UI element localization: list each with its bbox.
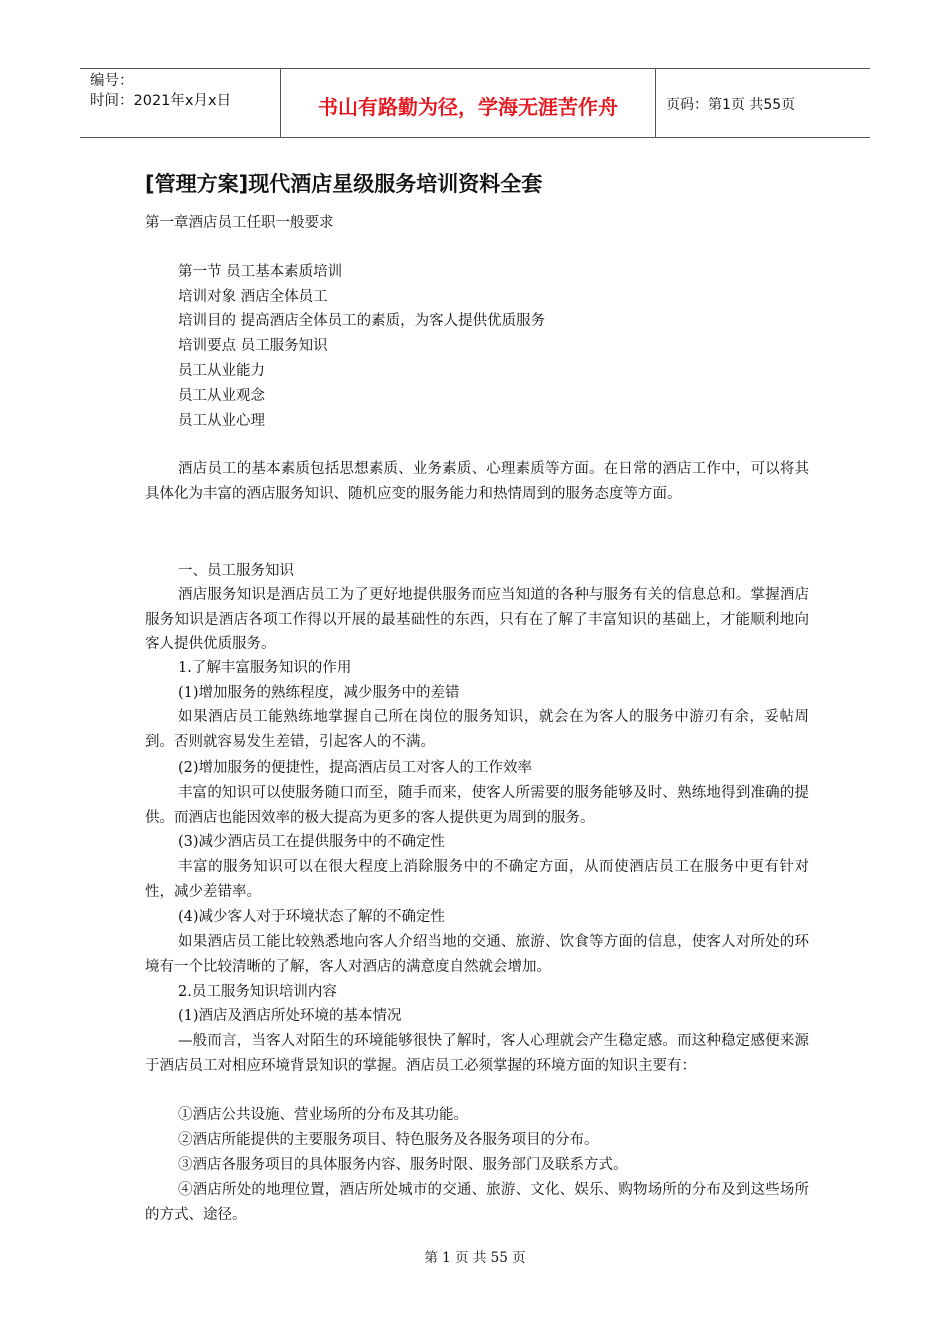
section-line: 员工从业能力 <box>178 363 265 379</box>
body-paragraph: 如果酒店员工能比较熟悉地向客人介绍当地的交通、旅游、饮食等方面的信息，使客人对所处的环境有一个比较清晰的了解，客人对酒店的满意度自然就会增加。 <box>145 934 809 975</box>
list-item: ④酒店所处的地理位置，酒店所处城市的交通、旅游、文化、娱乐、购物场所的分布及到这些场所的方式、途径。 <box>145 1182 809 1223</box>
subheading: 2.员工服务知识培训内容 <box>178 984 337 1000</box>
section-line: 第一节 员工基本素质培训 <box>178 264 343 280</box>
document-title: [管理方案]现代酒店星级服务培训资料全套 <box>145 172 543 196</box>
body-paragraph: 酒店服务知识是酒店员工为了更好地提供服务而应当知道的各种与服务有关的信息总和。掌握酒店服务知识是酒店各项工作得以开展的最基础性的东西，只有在了解了丰富知识的基础上，才能顺利地向客人提供优质服务。 <box>145 587 809 652</box>
section-line: 员工从业观念 <box>178 388 265 404</box>
body-paragraph: 如果酒店员工能熟练地掌握自己所在岗位的服务知识，就会在为客人的服务中游刃有余，妥帖周到。否则就容易发生差错，引起客人的不满。 <box>145 709 809 750</box>
body-paragraph: 丰富的服务知识可以在很大程度上消除服务中的不确定方面，从而使酒店员工在服务中更有针对性，减少差错率。 <box>145 859 809 900</box>
document-date: 时间：2021年x月x日 <box>90 93 232 109</box>
list-item: ③酒店各服务项目的具体服务内容、服务时限、服务部门及联系方式。 <box>178 1157 628 1173</box>
header-page-info: 页码：第1页 共55页 <box>666 97 796 113</box>
section-line: 员工从业心理 <box>178 413 265 429</box>
section-line: 培训要点 员工服务知识 <box>178 338 328 354</box>
page-header <box>80 68 870 138</box>
section-line: 培训目的 提高酒店全体员工的素质，为客人提供优质服务 <box>178 313 546 329</box>
list-item: (1)增加服务的熟练程度，减少服务中的差错 <box>178 685 460 701</box>
list-item: (2)增加服务的便捷性，提高酒店员工对客人的工作效率 <box>178 760 533 776</box>
body-paragraph: —般而言，当客人对陌生的环境能够很快了解时，客人心理就会产生稳定感。而这种稳定感便来源于酒店员工对相应环境背景知识的掌握。酒店员工必须掌握的环境方面的知识主要有： <box>145 1033 809 1074</box>
section-heading: 一、员工服务知识 <box>178 563 294 579</box>
body-paragraph: 丰富的知识可以使服务随口而至，随手而来，使客人所需要的服务能够及时、熟练地得到准确的提供。而酒店也能因效率的极大提高为更多的客人提供更为周到的服务。 <box>145 785 809 826</box>
list-item: (4)减少客人对于环境状态了解的不确定性 <box>178 909 446 925</box>
subheading: 1.了解丰富服务知识的作用 <box>178 660 352 676</box>
intro-paragraph: 酒店员工的基本素质包括思想素质、业务素质、心理素质等方面。在日常的酒店工作中，可以将其具体化为丰富的酒店服务知识、随机应变的服务能力和热情周到的服务态度等方面。 <box>145 461 809 502</box>
list-item: ①酒店公共设施、营业场所的分布及其功能。 <box>178 1107 468 1123</box>
list-item: (3)减少酒店员工在提供服务中的不确定性 <box>178 834 446 850</box>
section-line: 培训对象 酒店全体员工 <box>178 289 328 305</box>
header-meta <box>80 69 281 137</box>
document-number-label: 编号： <box>90 73 134 89</box>
list-item: ②酒店所能提供的主要服务项目、特色服务及各服务项目的分布。 <box>178 1132 599 1148</box>
header-motto: 书山有路勤为径，学海无涯苦作舟 <box>281 69 656 137</box>
chapter-heading: 第一章酒店员工任职一般要求 <box>145 215 334 231</box>
page-footer: 第 1 页 共 55 页 <box>424 1250 526 1266</box>
list-item: (1)酒店及酒店所处环境的基本情况 <box>178 1008 402 1024</box>
